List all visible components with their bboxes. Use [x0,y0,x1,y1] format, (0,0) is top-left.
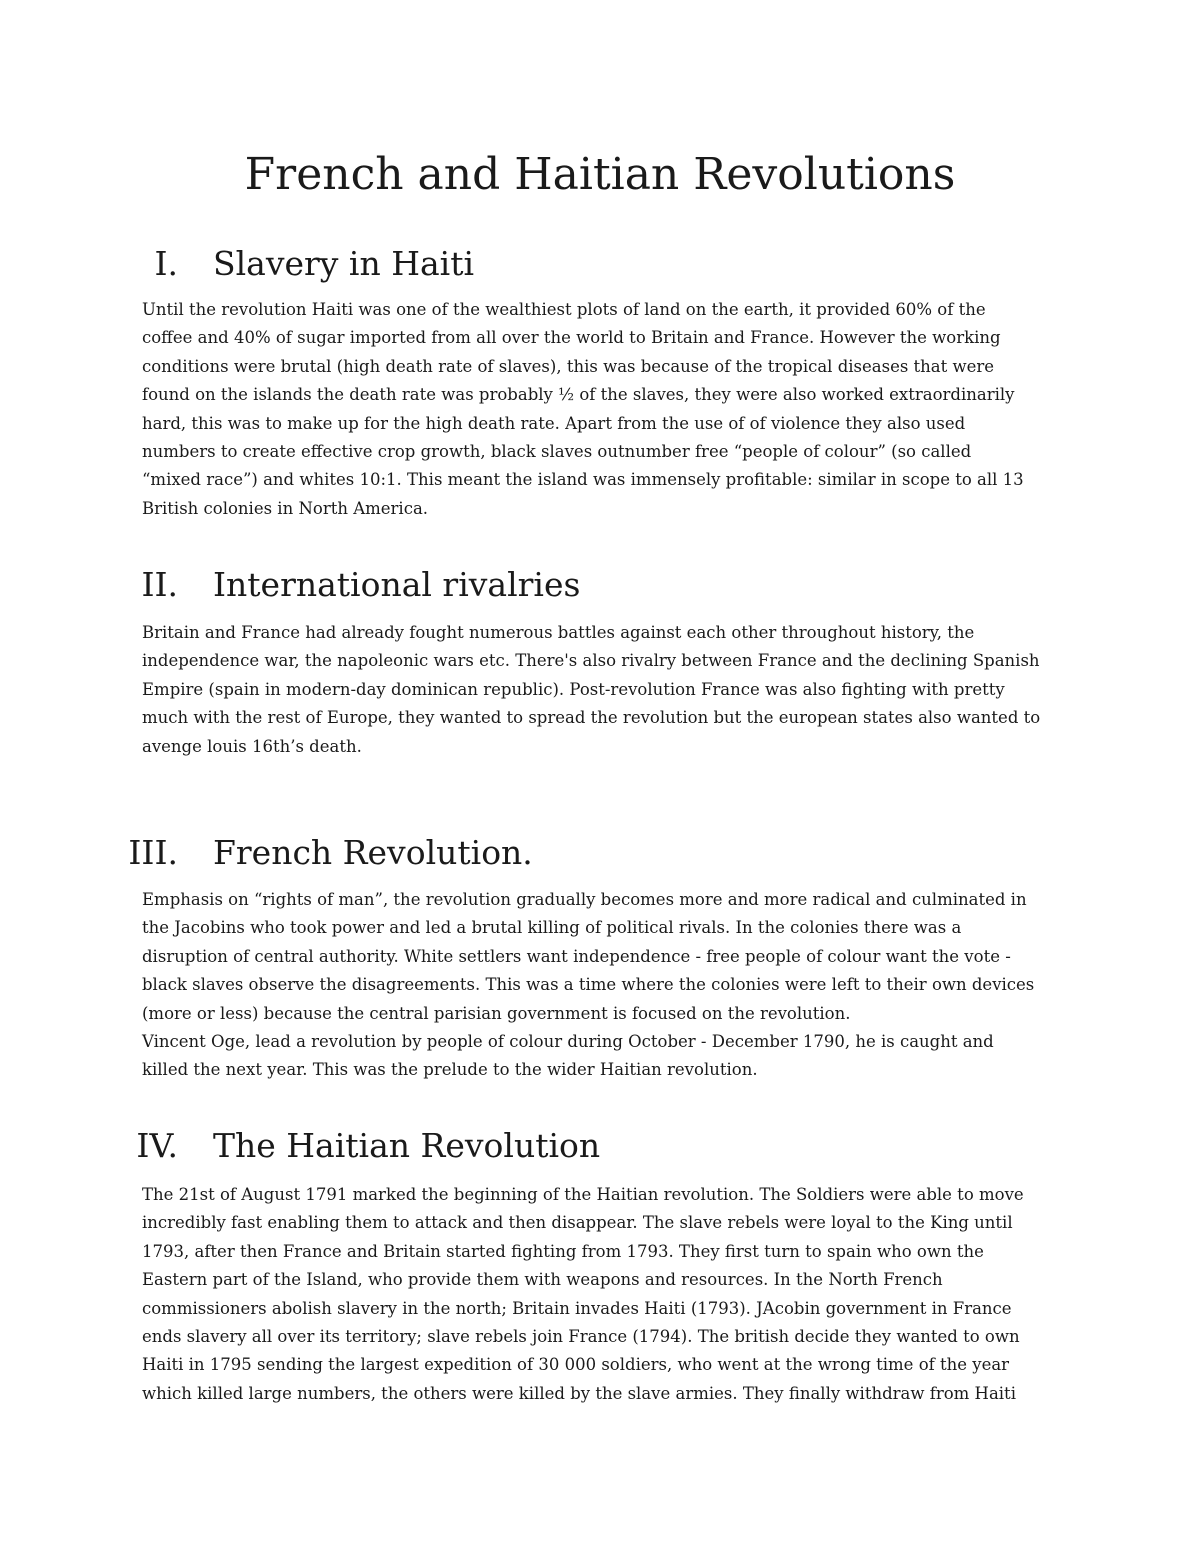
section-title: Slavery in Haiti [213,244,475,283]
section-body-haitian-revolution [142,1181,1072,1408]
text-line: “mixed race”) and whites 10:1. This meant the island was immensely profitable: similar in scope to all 13 [142,470,1024,490]
text-line: The 21st of August 1791 marked the beginning of the Haitian revolution. The Soldiers were able to move [142,1185,1024,1204]
text-line: numbers to create effective crop growth, black slaves outnumber free “people of colour” (so called [142,442,972,462]
text-line: commissioners abolish slavery in the north; Britain invades Haiti (1793). JAcobin government in France [142,1298,1012,1318]
text-line: killed the next year. This was the prelude to the wider Haitian revolution. [142,1060,758,1080]
text-line: much with the rest of Europe, they wanted to spread the revolution but the european states also wanted to [142,708,1041,728]
text-line: (more or less) because the central parisian government is focused on the revolution. [142,1003,851,1023]
text-line: Haiti in 1795 sending the largest expedition of 30 000 soldiers, who went at the wrong time of the year [142,1355,1010,1375]
section-numeral: IV. [136,1126,178,1165]
text-line: Britain and France had already fought numerous battles against each other throughout history, the [142,623,975,642]
text-line: incredibly fast enabling them to attack and then disappear. The slave rebels were loyal to the King until [142,1213,1013,1233]
text-line: coffee and 40% of sugar imported from all over the world to Britain and France. However the working [142,328,1001,348]
text-line: Eastern part of the Island, who provide them with weapons and resources. In the North French [142,1270,943,1290]
text-line: British colonies in North America. [142,498,429,518]
section-numeral: III. [128,833,178,872]
section-title: The Haitian Revolution [213,1126,601,1165]
text-line: 1793, after then France and Britain started fighting from 1793. They first turn to spain who own the [142,1241,984,1261]
section-title: International rivalries [213,565,581,604]
section-body-slavery [142,296,1072,523]
text-line: which killed large numbers, the others were killed by the slave armies. They finally withdraw from Haiti [142,1383,1016,1403]
text-line: found on the islands the death rate was probably ½ of the slaves, they were also worked extraordinarily [142,385,1015,405]
section-numeral: I. [154,244,178,283]
text-line: black slaves observe the disagreements. This was a time where the colonies were left to their own devices [142,975,1035,995]
text-line: avenge louis 16th’s death. [142,736,362,756]
section-numeral: II. [141,565,178,604]
text-line: Until the revolution Haiti was one of the wealthiest plots of land on the earth, it provided 60% of the [142,300,986,319]
document-title: French and Haitian Revolutions [244,149,956,200]
section-body-french-revolution [142,886,1072,1085]
text-line: Emphasis on “rights of man”, the revolution gradually becomes more and more radical and culminated in [142,890,1027,909]
text-line: disruption of central authority. White settlers want independence - free people of colour want the vote - [142,946,1011,966]
section-title: French Revolution. [213,833,533,872]
text-line: the Jacobins who took power and led a brutal killing of political rivals. In the colonies there was a [142,918,962,938]
text-line: ends slavery all over its territory; slave rebels join France (1794). The british decide they wanted to own [142,1327,1020,1347]
text-line: Empire (spain in modern-day dominican republic). Post-revolution France was also fighting with pretty [142,679,1005,699]
text-line: independence war, the napoleonic wars etc. There's also rivalry between France and the declining Spanish [142,651,1040,671]
section-body-rivalries [142,619,1072,761]
text-line: Vincent Oge, lead a revolution by people of colour during October - December 1790, he is caught and [142,1032,994,1052]
text-line: hard, this was to make up for the high death rate. Apart from the use of of violence they also used [142,413,966,433]
text-line: conditions were brutal (high death rate of slaves), this was because of the tropical diseases that were [142,356,995,376]
